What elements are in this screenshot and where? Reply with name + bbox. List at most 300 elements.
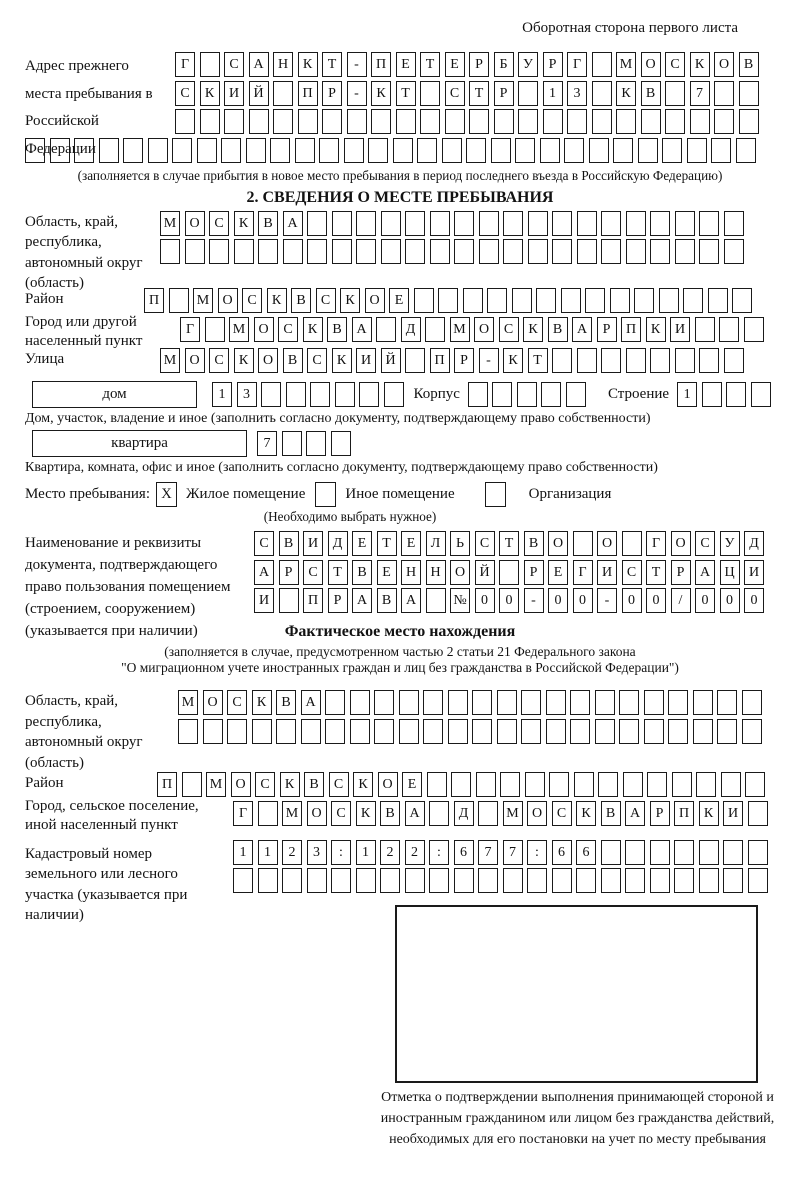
char-cell: М [616, 52, 636, 77]
char-cell: К [690, 52, 710, 77]
char-cell [476, 772, 496, 797]
char-cell: С [307, 348, 327, 373]
char-cell [405, 239, 425, 264]
char-cell [319, 138, 339, 163]
char-cell [601, 840, 621, 865]
char-cell [469, 109, 489, 134]
char-cell: А [625, 801, 645, 826]
grid-row [144, 288, 800, 313]
char-cell [567, 109, 587, 134]
char-cell: К [303, 317, 323, 342]
char-cell [517, 382, 537, 407]
char-cell: Р [494, 81, 514, 106]
grid-row [254, 531, 800, 556]
char-cell: О [450, 560, 470, 585]
char-cell [478, 801, 498, 826]
char-cell [668, 690, 688, 715]
stay-type-row [25, 482, 800, 507]
char-cell [472, 690, 492, 715]
char-cell [258, 801, 278, 826]
char-cell [487, 288, 507, 313]
char-cell [577, 348, 597, 373]
grid-row [160, 239, 800, 264]
actual-district-block [25, 772, 800, 797]
char-cell [641, 109, 661, 134]
char-cell [347, 109, 367, 134]
char-cell: О [258, 348, 278, 373]
prev-address-label: Адрес прежнего места пребывания в Российской Федерации [25, 58, 153, 157]
char-cell [610, 288, 630, 313]
char-cell [472, 719, 492, 744]
char-cell [178, 719, 198, 744]
char-cell: Е [402, 772, 422, 797]
apartment-cells [257, 431, 351, 456]
char-cell [543, 109, 563, 134]
char-cell [306, 431, 326, 456]
char-cell [442, 138, 462, 163]
char-cell [717, 719, 737, 744]
char-cell: : [331, 840, 351, 865]
char-cell [185, 239, 205, 264]
char-cell [748, 801, 768, 826]
char-cell: Г [175, 52, 195, 77]
char-cell: А [352, 588, 372, 613]
char-cell [719, 317, 739, 342]
checkbox-organization [485, 482, 506, 507]
char-cell [224, 109, 244, 134]
char-cell [724, 348, 744, 373]
char-cell [286, 382, 306, 407]
apartment-box-label: квартира [32, 430, 247, 457]
char-cell [577, 211, 597, 236]
char-cell: 0 [548, 588, 568, 613]
korpus-label: Корпус [413, 386, 460, 402]
char-cell [721, 772, 741, 797]
char-cell [736, 138, 756, 163]
char-cell [748, 840, 768, 865]
char-cell: : [429, 840, 449, 865]
char-cell: С [316, 288, 336, 313]
cadastral-block [25, 840, 800, 923]
stay-type-note: (Необходимо выбрать нужное) [263, 509, 437, 524]
char-cell: К [280, 772, 300, 797]
char-cell [634, 288, 654, 313]
char-cell [601, 868, 621, 893]
char-cell: С [303, 560, 323, 585]
char-cell: 3 [237, 382, 257, 407]
char-cell [739, 81, 759, 106]
char-cell: А [695, 560, 715, 585]
char-cell [751, 382, 771, 407]
char-cell: Т [420, 52, 440, 77]
char-cell [249, 109, 269, 134]
char-cell: М [206, 772, 226, 797]
char-cell: К [646, 317, 666, 342]
char-cell [399, 719, 419, 744]
char-cell [626, 211, 646, 236]
char-cell [598, 772, 618, 797]
char-cell [454, 211, 474, 236]
char-cell [650, 211, 670, 236]
char-cell: И [303, 531, 323, 556]
char-cell: К [699, 801, 719, 826]
region-block [25, 211, 800, 291]
char-cell: К [576, 801, 596, 826]
char-cell [503, 868, 523, 893]
cadastral-label: Кадастровый номер земельного или лесного участка (указывается при наличии) [25, 845, 188, 923]
char-cell [552, 211, 572, 236]
char-cell [644, 690, 664, 715]
char-cell: Г [646, 531, 666, 556]
char-cell: П [298, 81, 318, 106]
char-cell: К [252, 690, 272, 715]
char-cell: К [234, 348, 254, 373]
char-cell [638, 138, 658, 163]
char-cell [356, 868, 376, 893]
char-cell: О [203, 690, 223, 715]
char-cell [570, 690, 590, 715]
char-cell: 6 [576, 840, 596, 865]
char-cell: Р [543, 52, 563, 77]
char-cell [307, 211, 327, 236]
char-cell: Н [401, 560, 421, 585]
char-cell: К [356, 801, 376, 826]
char-cell [723, 840, 743, 865]
char-cell: К [332, 348, 352, 373]
char-cell [325, 719, 345, 744]
char-cell: Е [445, 52, 465, 77]
char-cell [675, 239, 695, 264]
char-cell [650, 239, 670, 264]
grid-row [160, 211, 800, 236]
char-cell: В [304, 772, 324, 797]
char-cell [647, 772, 667, 797]
char-cell [576, 868, 596, 893]
char-cell: Р [524, 560, 544, 585]
char-cell [546, 690, 566, 715]
char-cell [546, 719, 566, 744]
actual-district-grid [157, 772, 800, 797]
char-cell: С [209, 348, 229, 373]
char-cell [711, 138, 731, 163]
char-cell [726, 382, 746, 407]
char-cell: Г [180, 317, 200, 342]
char-cell [169, 288, 189, 313]
char-cell [405, 348, 425, 373]
char-cell [258, 239, 278, 264]
char-cell: Д [401, 317, 421, 342]
char-cell: В [258, 211, 278, 236]
char-cell [283, 239, 303, 264]
char-cell [540, 138, 560, 163]
char-cell: О [548, 531, 568, 556]
char-cell: М [193, 288, 213, 313]
grid-row [180, 317, 800, 342]
char-cell [356, 211, 376, 236]
char-cell: С [331, 801, 351, 826]
char-cell [699, 348, 719, 373]
char-cell: С [278, 317, 298, 342]
char-cell [420, 81, 440, 106]
char-cell: Р [650, 801, 670, 826]
char-cell: С [622, 560, 642, 585]
char-cell [454, 868, 474, 893]
char-cell [298, 109, 318, 134]
document-grid [254, 531, 800, 613]
char-cell: О [365, 288, 385, 313]
char-cell [331, 868, 351, 893]
char-cell: 1 [258, 840, 278, 865]
apartment-row [25, 430, 800, 457]
char-cell [690, 109, 710, 134]
char-cell: Т [322, 52, 342, 77]
char-cell [445, 109, 465, 134]
char-cell: А [352, 317, 372, 342]
char-cell [650, 840, 670, 865]
char-cell [695, 317, 715, 342]
char-cell: Н [273, 52, 293, 77]
char-cell [561, 288, 581, 313]
char-cell: Д [744, 531, 764, 556]
stroenie-cells [677, 382, 771, 407]
char-cell: О [527, 801, 547, 826]
char-cell [203, 719, 223, 744]
prev-address-grid [175, 52, 800, 134]
char-cell: Б [494, 52, 514, 77]
char-cell: О [597, 531, 617, 556]
char-cell [335, 382, 355, 407]
house-row [25, 381, 800, 408]
char-cell: Т [469, 81, 489, 106]
char-cell: К [616, 81, 636, 106]
char-cell [384, 382, 404, 407]
char-cell [273, 109, 293, 134]
char-cell [518, 81, 538, 106]
char-cell [650, 868, 670, 893]
char-cell [448, 719, 468, 744]
char-cell [221, 138, 241, 163]
char-cell [687, 138, 707, 163]
char-cell: М [178, 690, 198, 715]
char-cell: К [298, 52, 318, 77]
actual-city-label: Город, сельское поселение, иной населенный пункт [25, 797, 199, 833]
char-cell [233, 868, 253, 893]
char-cell: О [185, 348, 205, 373]
char-cell [429, 801, 449, 826]
char-cell [276, 719, 296, 744]
grid-row [175, 81, 800, 106]
char-cell [423, 719, 443, 744]
char-cell [644, 719, 664, 744]
char-cell [478, 868, 498, 893]
char-cell [619, 690, 639, 715]
char-cell [261, 382, 281, 407]
char-cell [717, 690, 737, 715]
char-cell [399, 690, 419, 715]
char-cell [739, 109, 759, 134]
char-cell: 1 [212, 382, 232, 407]
char-cell: Г [567, 52, 587, 77]
char-cell: У [720, 531, 740, 556]
char-cell: Н [426, 560, 446, 585]
region-label: Область, край, республика, автономный округ (область) [25, 213, 143, 291]
char-cell [625, 840, 645, 865]
char-cell: М [503, 801, 523, 826]
apartment-note: Квартира, комната, офис и иное (заполнить согласно документу, подтверждающему право собственности) [25, 460, 658, 475]
char-cell: П [157, 772, 177, 797]
page-corner-note: Оборотная сторона первого листа [522, 20, 738, 36]
korpus-cells [468, 382, 586, 407]
grid-row [160, 348, 800, 373]
char-cell [425, 317, 445, 342]
char-cell [448, 690, 468, 715]
char-cell [622, 531, 642, 556]
char-cell [420, 109, 440, 134]
char-cell [182, 772, 202, 797]
char-cell: 2 [405, 840, 425, 865]
char-cell [332, 211, 352, 236]
char-cell [252, 719, 272, 744]
char-cell [417, 138, 437, 163]
char-cell [209, 239, 229, 264]
char-cell [503, 211, 523, 236]
char-cell [528, 211, 548, 236]
char-cell: П [371, 52, 391, 77]
char-cell [454, 239, 474, 264]
char-cell [322, 109, 342, 134]
char-cell [310, 382, 330, 407]
char-cell: 6 [552, 840, 572, 865]
char-cell: А [405, 801, 425, 826]
char-cell: Т [396, 81, 416, 106]
char-cell [492, 382, 512, 407]
char-cell [494, 109, 514, 134]
char-cell: П [303, 588, 323, 613]
char-cell: 0 [695, 588, 715, 613]
char-cell: С [242, 288, 262, 313]
char-cell: Е [352, 531, 372, 556]
char-cell: - [479, 348, 499, 373]
char-cell: Д [328, 531, 348, 556]
char-cell: Т [499, 531, 519, 556]
char-cell [662, 138, 682, 163]
char-cell [708, 288, 728, 313]
char-cell [592, 81, 612, 106]
char-cell: В [291, 288, 311, 313]
char-cell [552, 868, 572, 893]
option-other-premises-label: Иное помещение [345, 486, 455, 502]
char-cell [468, 382, 488, 407]
char-cell: В [352, 560, 372, 585]
grid-row [233, 868, 800, 893]
char-cell: - [597, 588, 617, 613]
char-cell: С [329, 772, 349, 797]
char-cell [371, 109, 391, 134]
district-grid [144, 288, 800, 313]
char-cell [702, 382, 722, 407]
char-cell: И [254, 588, 274, 613]
char-cell: У [518, 52, 538, 77]
confirmation-caption: Отметка о подтверждении выполнения принимающей стороной и иностранным гражданином или лицом без гражданства действий, необходимых для его постановки на учет по месту пребывания [380, 1090, 775, 1147]
char-cell: К [503, 348, 523, 373]
char-cell [512, 288, 532, 313]
char-cell [430, 211, 450, 236]
char-cell: К [523, 317, 543, 342]
char-cell: Г [573, 560, 593, 585]
char-cell [197, 138, 217, 163]
char-cell [175, 109, 195, 134]
char-cell [479, 239, 499, 264]
char-cell [541, 382, 561, 407]
char-cell: И [224, 81, 244, 106]
char-cell [273, 81, 293, 106]
char-cell: - [347, 81, 367, 106]
char-cell: М [160, 211, 180, 236]
char-cell [227, 719, 247, 744]
char-cell [699, 840, 719, 865]
char-cell [430, 239, 450, 264]
char-cell: В [380, 801, 400, 826]
char-cell: 1 [233, 840, 253, 865]
char-cell: А [301, 690, 321, 715]
char-cell [381, 239, 401, 264]
char-cell: С [254, 531, 274, 556]
char-cell: Т [377, 531, 397, 556]
char-cell [675, 348, 695, 373]
house-number-cells [212, 382, 404, 407]
char-cell [577, 239, 597, 264]
char-cell [429, 868, 449, 893]
char-cell: В [548, 317, 568, 342]
char-cell [438, 288, 458, 313]
char-cell [451, 772, 471, 797]
char-cell: С [227, 690, 247, 715]
char-cell: Ц [720, 560, 740, 585]
char-cell [270, 138, 290, 163]
char-cell [616, 109, 636, 134]
char-cell [683, 288, 703, 313]
char-cell [282, 431, 302, 456]
char-cell [405, 868, 425, 893]
actual-city-block [25, 797, 800, 833]
char-cell [172, 138, 192, 163]
street-block [25, 348, 800, 373]
char-cell [368, 138, 388, 163]
char-cell: 0 [499, 588, 519, 613]
char-cell [552, 239, 572, 264]
actual-location-title: Фактическое место нахождения [284, 623, 516, 640]
char-cell [625, 868, 645, 893]
char-cell: С [552, 801, 572, 826]
char-cell: Т [646, 560, 666, 585]
confirmation-stamp-box [395, 905, 758, 1083]
char-cell [592, 109, 612, 134]
char-cell [674, 868, 694, 893]
char-cell: В [327, 317, 347, 342]
char-cell: М [160, 348, 180, 373]
char-cell: - [347, 52, 367, 77]
char-cell [426, 588, 446, 613]
char-cell [258, 868, 278, 893]
char-cell: В [641, 81, 661, 106]
char-cell: Р [469, 52, 489, 77]
char-cell [601, 239, 621, 264]
char-cell: Р [328, 588, 348, 613]
char-cell [393, 138, 413, 163]
char-cell: О [671, 531, 691, 556]
char-cell [595, 690, 615, 715]
actual-location-note-2: "О миграционном учете иностранных граждан и лиц без гражданства в Российской Федерации") [121, 660, 679, 675]
